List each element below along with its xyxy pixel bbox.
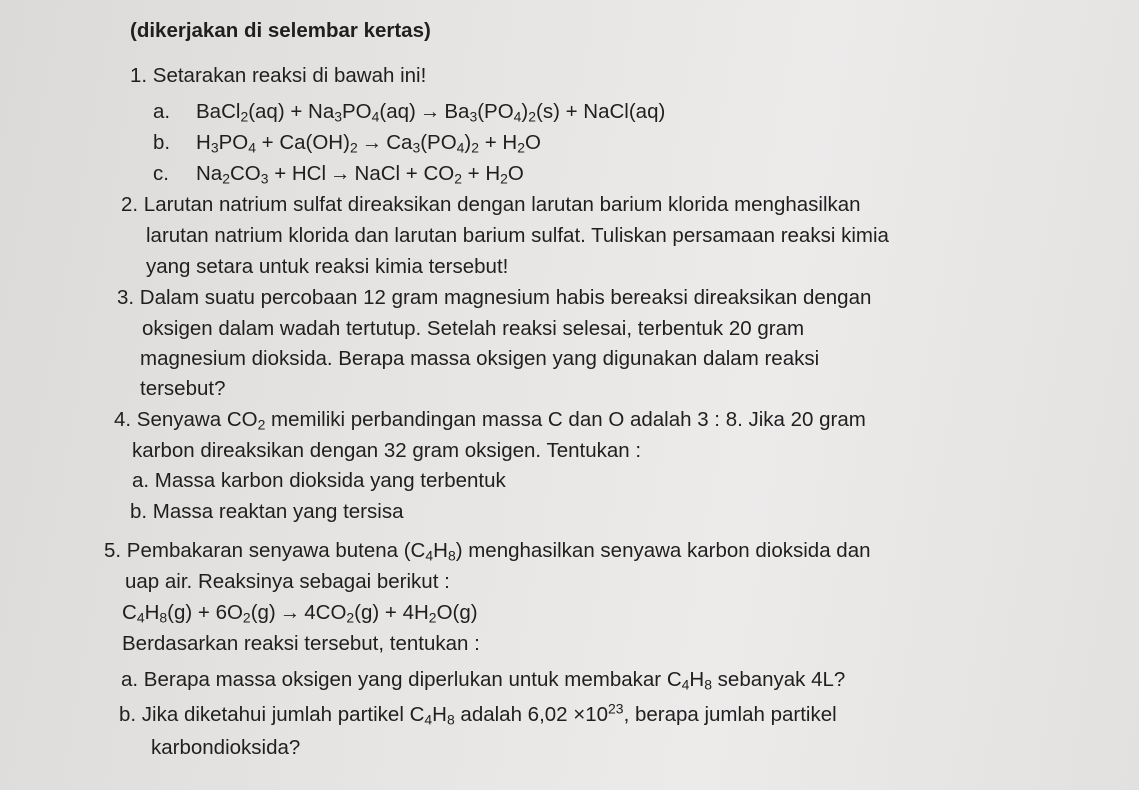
- question-1c-label: c.: [153, 162, 169, 185]
- reaction-arrow: →: [361, 131, 383, 154]
- question-3-line-1: 3. Dalam suatu percobaan 12 gram magnesium habis bereaksi direaksikan dengan: [117, 286, 872, 309]
- question-3-line-3: magnesium dioksida. Berapa massa oksigen yang digunakan dalam reaksi: [140, 347, 820, 370]
- reaction-arrow: →: [419, 100, 441, 123]
- question-1a-label: a.: [153, 100, 171, 123]
- question-5b-line-2: karbondioksida?: [151, 736, 301, 759]
- reaction-arrow: →: [330, 162, 351, 185]
- question-5b: b. Jika diketahui jumlah partikel $C_4H_8$ adalah $6,02 \times 10^{23}$, berapa jumlah partikel: [119, 700, 837, 728]
- question-5-equation: $C_4H_8(g) + 6O_2(g) \to 4CO_2(g) + 4H_2O(g)$: [122, 601, 478, 626]
- question-1a-equation: BaCl$_2$(aq) + $Na_3PO_4(aq) \to Ba_3(PO_4)_2(s)$ + NaCl(aq): [196, 100, 666, 125]
- question-1b-label: b.: [153, 131, 171, 154]
- page-heading: (dikerjakan di selembar kertas): [130, 19, 431, 42]
- question-1-text: 1. Setarakan reaksi di bawah ini!: [130, 64, 427, 87]
- question-4-line-2: karbon direaksikan dengan 32 gram oksigen. Tentukan :: [132, 439, 642, 462]
- question-2-line-2: larutan natrium klorida dan larutan barium sulfat. Tuliskan persamaan reaksi kimia: [146, 224, 889, 247]
- question-5-line-2: uap air. Reaksinya sebagai berikut :: [125, 570, 450, 593]
- question-3-line-2: oksigen dalam wadah tertutup. Setelah reaksi selesai, terbentuk 20 gram: [142, 317, 805, 340]
- question-5-line-3: Berdasarkan reaksi tersebut, tentukan :: [122, 632, 480, 655]
- question-4a: a. Massa karbon dioksida yang terbentuk: [132, 469, 506, 492]
- question-2-line-3: yang setara untuk reaksi kimia tersebut!: [146, 255, 509, 278]
- question-1c-equation: $Na_2CO_3$ + HCl → NaCl + $CO_2 + H_2O$: [196, 162, 524, 187]
- question-1b-equation: $H_3PO_4 + Ca(OH)_2 \to Ca_3(PO_4)_2 + H_2O$: [196, 131, 541, 156]
- question-4-line-1: 4. Senyawa $CO_2$ memiliki perbandingan massa C dan O adalah 3 : 8. Jika 20 gram: [114, 408, 866, 433]
- question-3-line-4: tersebut?: [140, 377, 226, 400]
- question-2-line-1: 2. Larutan natrium sulfat direaksikan dengan larutan barium klorida menghasilkan: [121, 193, 861, 216]
- question-5-line-1: 5. Pembakaran senyawa butena $(C_4H_8)$ menghasilkan senyawa karbon dioksida dan: [104, 539, 871, 564]
- question-5a: a. Berapa massa oksigen yang diperlukan untuk membakar $C_4H_8$ sebanyak 4L?: [121, 668, 846, 693]
- question-4b: b. Massa reaktan yang tersisa: [130, 500, 404, 523]
- reaction-arrow: →: [279, 601, 301, 624]
